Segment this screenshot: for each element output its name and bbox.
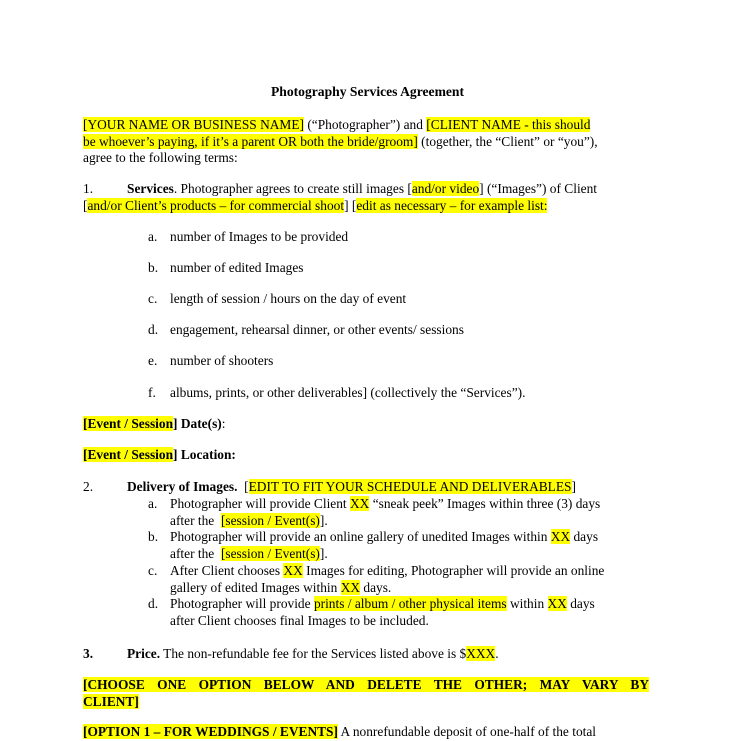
list-item-letter: e. <box>148 353 158 368</box>
list-item: length of session / hours on the day of event <box>170 291 407 306</box>
section-2-heading-line: Delivery of Images. [EDIT TO FIT YOUR SCHEDULE AND DELIVERABLES] <box>127 479 576 494</box>
list-item: number of edited Images <box>170 260 304 275</box>
list-item: engagement, rehearsal dinner, or other events/ sessions <box>170 322 464 337</box>
option-1-heading: [OPTION 1 – FOR WEDDINGS / EVENTS] <box>83 724 338 739</box>
section-2-heading: Delivery of Images. <box>127 479 238 494</box>
section-2-number: 2. <box>83 479 94 494</box>
list-item: number of Images to be provided <box>170 229 349 244</box>
intro-paragraph: [YOUR NAME OR BUSINESS NAME] (“Photographer”) and [CLIENT NAME - this should be whoever’s paying, if it’s a parent OR both the bride/groom] (together, the “Client” or “you”), agree to the following terms: <box>83 117 598 166</box>
section-3-number: 3. <box>83 646 94 661</box>
edit-schedule-placeholder: EDIT TO FIT YOUR SCHEDULE AND DELIVERABLES <box>248 479 572 494</box>
your-name-placeholder: [YOUR NAME OR BUSINESS NAME] <box>83 117 304 132</box>
list-item-letter: f. <box>148 385 156 400</box>
section-1-text: Services. Photographer agrees to create still images [and/or video] (“Images”) of Client [and/or Client’s products – for commercial shoot] [edit as necessary – for example list: <box>83 181 598 213</box>
client-name-placeholder-cont: be whoever’s paying, if it’s a parent OR both the bride/groom] <box>83 133 418 149</box>
video-placeholder: and/or video <box>411 181 480 196</box>
list-item: albums, prints, or other deliverables] (collectively the “Services”). <box>170 385 526 400</box>
price-placeholder: XXX <box>466 646 496 661</box>
event-location-line: [Event / Session] Location: <box>83 447 236 462</box>
section-1-number: 1. <box>83 181 94 196</box>
list-item-letter: d. <box>148 596 159 611</box>
list-item-letter: a. <box>148 229 158 244</box>
edit-note-placeholder: edit as necessary – for example list: <box>356 197 548 213</box>
list-item: Photographer will provide Client XX “sneak peek” Images within three (3) days after the [session / Event(s)]. <box>170 496 601 528</box>
section-3-heading: Price. <box>127 646 161 661</box>
products-placeholder: and/or Client’s products – for commercial shoot <box>87 197 345 213</box>
list-item: Photographer will provide an online gallery of unedited Images within XX days after the [session / Event(s)]. <box>170 529 599 561</box>
list-item-letter: c. <box>148 291 158 306</box>
list-item: After Client chooses XX Images for editing, Photographer will provide an online gallery of edited Images within XX days. <box>170 563 605 595</box>
list-item-letter: c. <box>148 563 158 578</box>
option-1-paragraph: [OPTION 1 – FOR WEDDINGS / EVENTS] A nonrefundable deposit of one-half of the total <box>83 724 597 739</box>
section-1-heading: Services <box>127 181 174 196</box>
list-item-letter: b. <box>148 529 159 544</box>
event-date-line: [Event / Session] Date(s): <box>83 416 226 431</box>
event-session-placeholder: [Event / Session <box>83 416 174 431</box>
section-3-text: Price. The non-refundable fee for the Services listed above is $XXX. <box>127 646 499 661</box>
choose-option-line-1: [CHOOSE ONE OPTION BELOW AND DELETE THE OTHER; MAY VARY BY <box>83 677 649 692</box>
client-name-placeholder: [CLIENT NAME - this should <box>426 117 591 132</box>
list-item-letter: a. <box>148 496 158 511</box>
page-title: Photography Services Agreement <box>270 84 465 99</box>
choose-option-line-2: CLIENT] <box>83 694 139 709</box>
event-session-placeholder: [Event / Session <box>83 447 174 462</box>
list-item-letter: d. <box>148 322 159 337</box>
list-item-letter: b. <box>148 260 159 275</box>
list-item: number of shooters <box>170 353 274 368</box>
list-item: Photographer will provide prints / album / other physical items within XX days after Client chooses final Images to be included. <box>170 596 595 628</box>
